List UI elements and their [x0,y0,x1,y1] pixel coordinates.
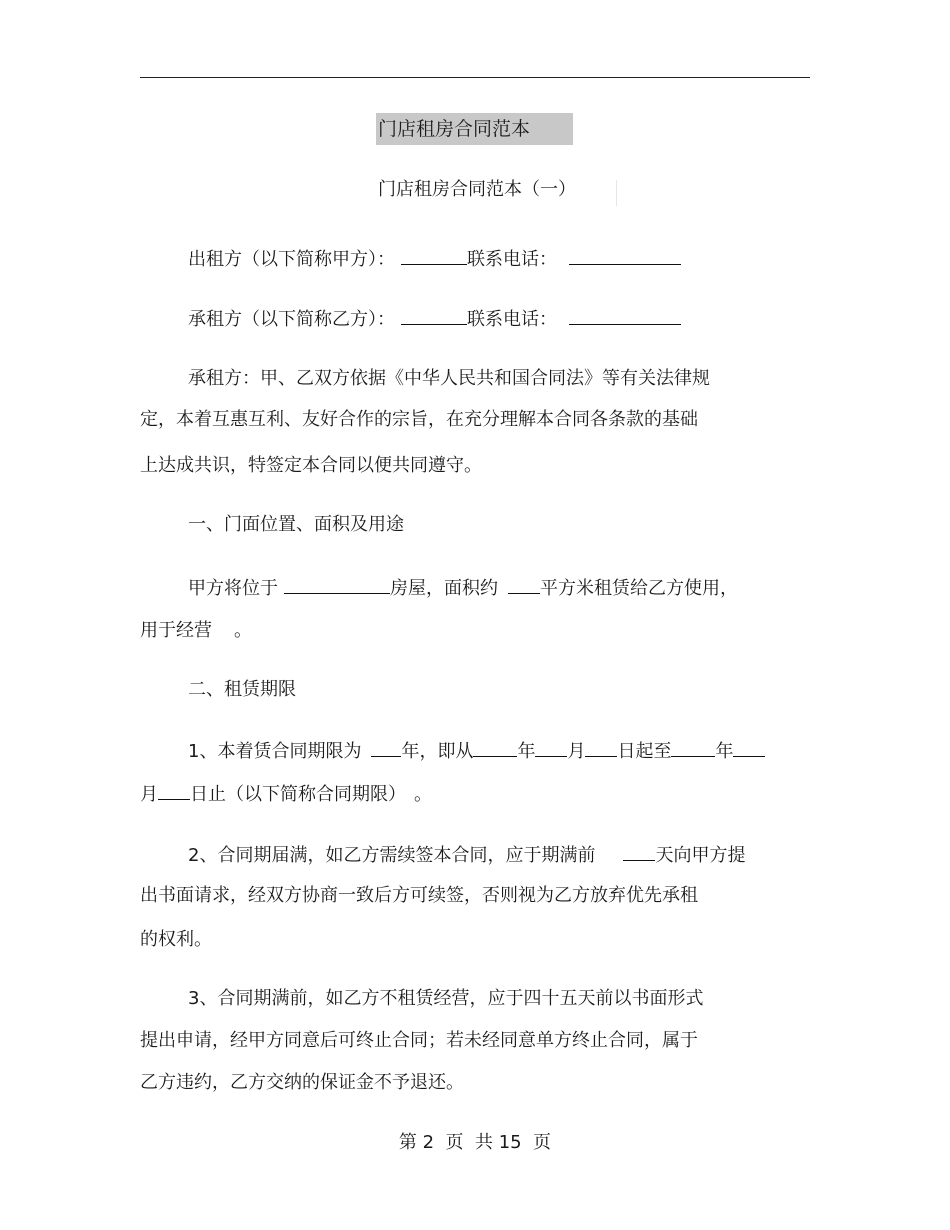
page-number-footer: 第 2 页 共 15 页 [398,1132,552,1153]
term-text-4: 月 [567,741,586,762]
section-2-item-1-line-1 [188,736,765,766]
preamble-line-1: 承租方：甲、乙双方依据《中华人民共和国合同法》等有关法律规 [188,368,710,389]
renewal-text-1: 2、合同期届满，如乙方需续签本合同，应于期满前 [188,845,596,866]
section-2-item-1-line-2 [140,779,432,809]
preamble-line-3: 上达成共识，特签定本合同以便共同遵守。 [140,455,482,476]
section-1-text-use: 用于经营 [140,620,212,641]
section-2-item-3-line-3: 乙方违约，乙方交纳的保证金不予退还。 [140,1072,464,1093]
section-2-heading: 二、租赁期限 [188,679,296,700]
lessor-label: 出租方（以下简称甲方）： [188,249,395,270]
lessee-label: 承租方（以下简称乙方）： [188,309,395,330]
lessor-name-blank [401,244,467,265]
end-month-blank-a [733,736,765,757]
lessee-phone-label: 联系电话： [467,309,557,330]
section-1-line-2 [140,617,252,645]
term-text-3: 年 [517,741,536,762]
section-2-item-3-line-2: 提出申请，经甲方同意后可终止合同；若未经同意单方终止合同，属于 [140,1030,698,1051]
section-1-text-area: 房屋，面积约 [390,578,498,599]
start-month-blank [535,736,567,757]
lessor-phone-label: 联系电话： [467,249,557,270]
term-text-9: 。 [414,784,432,805]
term-years-blank [371,736,401,757]
end-year-blank [671,736,715,757]
start-day-blank [585,736,617,757]
term-text-5: 日起至 [617,741,672,762]
end-day-blank [158,779,190,800]
lessor-phone-blank [569,244,681,265]
section-1-text-lease: 平方米租赁给乙方使用， [540,578,738,599]
area-blank [508,573,540,594]
preamble-line-2: 定，本着互惠互利、友好合作的宗旨，在充分理解本合同各条款的基础 [140,409,698,430]
location-blank [284,573,390,594]
section-1-heading: 一、门面位置、面积及用途 [188,514,404,535]
term-text-2: 年，即从 [401,741,474,762]
term-text-1: 1、本着赁合同期限为 [188,741,362,762]
section-2-item-2-line-1 [188,840,745,870]
lessee-name-blank [401,304,467,325]
section-2-item-2-line-3: 的权利。 [140,929,212,950]
start-year-blank [473,736,517,757]
section-1-line-1 [188,573,738,603]
term-text-8: 日止（以下简称合同期限） [190,784,406,805]
renewal-days-blank [623,840,655,861]
lessor-line [188,244,681,274]
document-title: 门店租房合同范本 [376,113,573,145]
lessee-phone-blank [569,304,681,325]
document-subtitle: 门店租房合同范本（一） [378,179,576,200]
section-2-item-2-line-2: 出书面请求，经双方协商一致后方可续签，否则视为乙方放弃优先承租 [140,885,698,906]
section-2-item-3-line-1: 3、合同期满前，如乙方不租赁经营，应于四十五天前以书面形式 [188,988,704,1009]
term-text-7: 月 [140,784,158,805]
renewal-text-2: 天向甲方提 [655,845,746,866]
section-1-period: 。 [234,620,252,641]
section-1-text-location: 甲方将位于 [188,578,278,599]
lessee-line [188,304,681,334]
header-rule [140,77,810,78]
text-cursor-marker [616,180,617,206]
term-text-6: 年 [715,741,734,762]
